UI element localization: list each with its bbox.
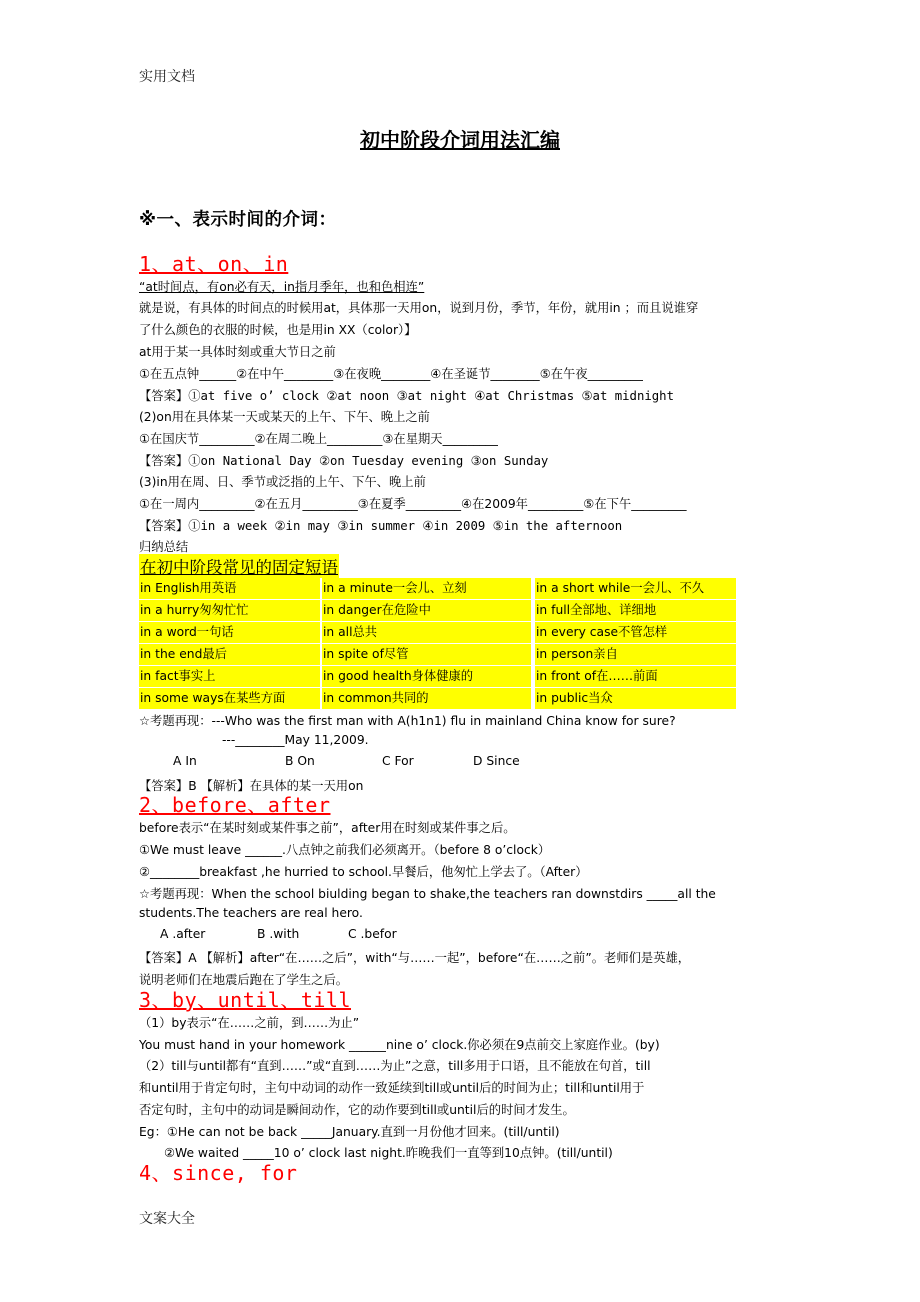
phrase-cell: in some ways在某些方面 <box>139 688 320 709</box>
quiz2-option-b: B .with <box>257 927 300 941</box>
till-until-rule-2: 和until用于肯定句时，主句中动词的动作一致延续到till或until后的时间为止；till和until用于 <box>139 1081 645 1095</box>
phrase-cell: in person亲自 <box>535 644 736 665</box>
at-rule: at用于某一具体时刻或重大节日之前 <box>139 345 336 359</box>
mnemonic-line: “at时间点，有on必有天，in指月季年，也和色相连” <box>139 280 425 294</box>
phrase-cell: in spite of尽管 <box>322 644 531 665</box>
phrase-cell: in front of在……前面 <box>535 666 736 687</box>
quiz-option-d: D Since <box>473 754 520 768</box>
phrase-row <box>139 622 880 643</box>
quiz-answer-2: 【答案】A 【解析】after“在……之后”，with“与……一起”，before“在……之前”。老师们是英雄， <box>139 951 691 965</box>
phrase-cell: in good health身体健康的 <box>322 666 531 687</box>
on-answer: 【答案】①on National Day ②on Tuesday evening ③on Sunday <box>139 454 549 468</box>
heading-since-for: 4、since, for <box>139 1161 298 1185</box>
phrase-cell: in the end最后 <box>139 644 320 665</box>
before-after-example-1: ①We must leave ______.八点钟之前我们必须离开。（before 8 o’clock） <box>139 843 551 857</box>
phrase-cell: in English用英语 <box>139 578 320 599</box>
by-example: You must hand in your homework ______nine o’ clock.你必须在9点前交上家庭作业。(by) <box>139 1038 660 1052</box>
summary-label: 归纳总结 <box>139 540 189 554</box>
phrase-cell: in every case不管怎样 <box>535 622 736 643</box>
quiz-question-2-cont: students.The teachers are real hero. <box>139 906 363 920</box>
till-until-example-1: Eg：①He can not be back _____January.直到一月份他才回来。(till/until) <box>139 1125 560 1139</box>
explain-line-1: 就是说，有具体的时间点的时候用at，具体那一天用on，说到月份，季节，年份，就用in ；而且说谁穿 <box>139 301 699 315</box>
quiz-option-a: A In <box>173 754 197 768</box>
before-after-example-2: ②________breakfast ,he hurried to school.早餐后，他匆忙上学去了。（After） <box>139 865 588 879</box>
phrase-cell: in fact事实上 <box>139 666 320 687</box>
at-answer: 【答案】①at five o’ clock ②at noon ③at night ④at Christmas ⑤at midnight <box>139 389 674 403</box>
quiz2-option-c: C .befor <box>348 927 397 941</box>
at-exercise: ①在五点钟______②在中午________③在夜晚________④在圣诞节________⑤在午夜_________ <box>139 367 643 381</box>
in-rule: (3)in用在周、日、季节或泛指的上午、下午、晚上前 <box>139 475 426 489</box>
phrase-cell: in full全部地、详细地 <box>535 600 736 621</box>
on-rule: (2)on用在具体某一天或某天的上午、下午、晚上之前 <box>139 410 430 424</box>
heading-at-on-in: 1、at、on、in <box>139 252 289 276</box>
explain-line-2: 了什么颜色的衣服的时候，也是用in XX（color）】 <box>139 323 417 337</box>
phrase-cell: in a hurry匆匆忙忙 <box>139 600 320 621</box>
till-until-rule-3: 否定句时，主句中的动词是瞬间动作，它的动作要到till或until后的时间才发生。 <box>139 1103 575 1117</box>
phrase-row <box>139 644 880 665</box>
before-after-rule: before表示“在某时刻或某件事之前”，after用在时刻或某件事之后。 <box>139 821 516 835</box>
phrase-cell: in all总共 <box>322 622 531 643</box>
by-rule: （1）by表示“在……之前，到……为止” <box>139 1016 360 1030</box>
phrase-cell: in public当众 <box>535 688 736 709</box>
till-until-rule-1: （2）till与until都有“直到……”或“直到……为止”之意，till多用于口语，且不能放在句首，till <box>139 1059 651 1073</box>
heading-by-until-till: 3、by、until、till <box>139 988 351 1012</box>
phrase-cell: in common共同的 <box>322 688 531 709</box>
in-answer: 【答案】①in a week ②in may ③in summer ④in 2009 ⑤in the afternoon <box>139 519 623 533</box>
quiz-answer-2-cont: 说明老师们在地震后跑在了学生之后。 <box>139 973 349 987</box>
phrase-row <box>139 688 880 709</box>
quiz-option-b: B On <box>285 754 315 768</box>
section-heading: ※一、表示时间的介词： <box>139 210 337 230</box>
phrase-cell: in danger在危险中 <box>322 600 531 621</box>
quiz-option-c: C For <box>382 754 414 768</box>
page-footer-label: 文案大全 <box>139 1211 195 1227</box>
quiz2-option-a: A .after <box>160 927 206 941</box>
on-exercise: ①在国庆节_________②在周二晚上_________③在星期天_________ <box>139 432 498 446</box>
phrase-cell: in a short while一会儿、不久 <box>535 578 736 599</box>
phrase-row <box>139 666 880 687</box>
phrase-row <box>139 600 880 621</box>
page-header-label: 实用文档 <box>139 69 195 85</box>
quiz-answer-line-1: ---________May 11,2009. <box>222 733 369 747</box>
phrase-row <box>139 578 880 599</box>
till-until-example-2: ②We waited _____10 o’ clock last night.昨晚我们一直等到10点钟。(till/until) <box>164 1146 613 1160</box>
quiz-answer-1: 【答案】B 【解析】在具体的某一天用on <box>139 779 364 793</box>
phrase-cell: in a word一句话 <box>139 622 320 643</box>
quiz-question-1: ☆考题再现：---Who was the first man with A(h1n1) flu in mainland China know for sure? <box>139 714 676 728</box>
phrases-title: 在初中阶段常见的固定短语 <box>139 554 339 578</box>
quiz-question-2: ☆考题再现：When the school biulding began to shake,the teachers ran downstdirs _____all the <box>139 887 716 901</box>
in-exercise: ①在一周内_________②在五月_________③在夏季_________④在2009年_________⑤在下午_________ <box>139 497 687 511</box>
phrase-cell: in a minute一会儿、立刻 <box>322 578 531 599</box>
document-title: 初中阶段介词用法汇编 <box>360 128 560 152</box>
heading-before-after: 2、before、after <box>139 793 331 817</box>
